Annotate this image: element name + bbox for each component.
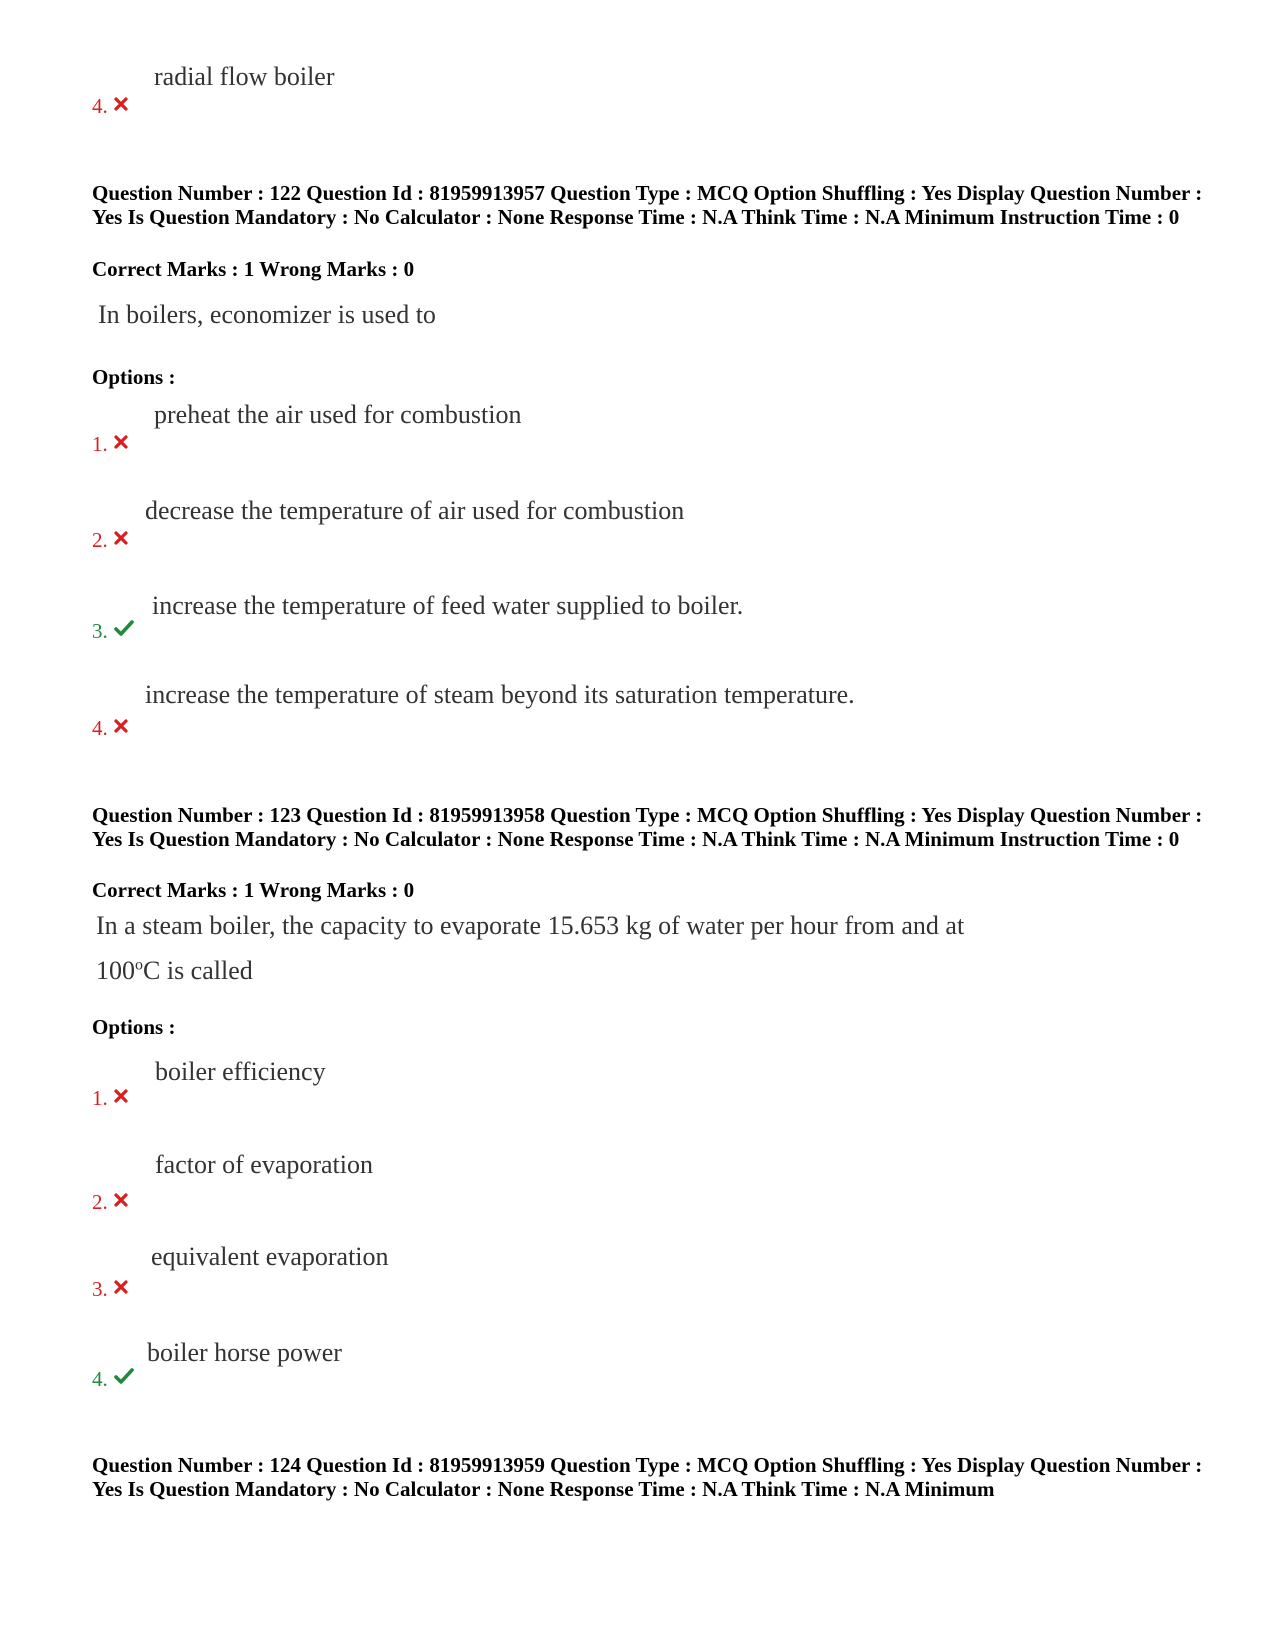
option-text: preheat the air used for combustion xyxy=(154,400,522,429)
cross-icon xyxy=(114,526,128,551)
check-icon xyxy=(114,1365,134,1390)
option-text: boiler efficiency xyxy=(155,1057,326,1086)
option-number: 3. xyxy=(92,617,134,644)
option-text: increase the temperature of feed water supplied to boiler. xyxy=(152,591,744,620)
cross-icon xyxy=(114,430,128,455)
option-number: 4. xyxy=(92,714,128,741)
option-number: 2. xyxy=(92,1188,128,1215)
option-text: factor of evaporation xyxy=(155,1150,374,1179)
cross-icon xyxy=(114,1188,128,1213)
question-marks: Correct Marks : 1 Wrong Marks : 0 xyxy=(92,878,415,902)
question-text: In boilers, economizer is used to xyxy=(98,300,436,329)
options-label: Options : xyxy=(92,1015,176,1039)
option-number: 1. xyxy=(92,430,128,457)
option-number: 3. xyxy=(92,1275,128,1302)
cross-icon xyxy=(114,1275,128,1300)
option-number: 4. xyxy=(92,1365,134,1392)
options-label: Options : xyxy=(92,365,176,389)
option-text: boiler horse power xyxy=(147,1338,342,1367)
question-meta: Question Number : 124 Question Id : 81959913959 Question Type : MCQ Option Shuffling : Yes Display Question Number : Yes Is Question Mandatory : No Calculator : None Response Time : N.A Think Time : N.A Minimum xyxy=(92,1453,1203,1501)
check-icon xyxy=(114,617,134,642)
option-number: 4. xyxy=(92,92,128,119)
question-text: In a steam boiler, the capacity to evaporate 15.653 kg of water per hour from and at xyxy=(96,911,965,940)
cross-icon xyxy=(114,1084,128,1109)
option-text: equivalent evaporation xyxy=(151,1242,389,1271)
option-text: radial flow boiler xyxy=(154,62,335,91)
question-text-line2: 100$^o$C is called xyxy=(96,956,253,985)
question-meta: Question Number : 123 Question Id : 81959913958 Question Type : MCQ Option Shuffling : Yes Display Question Number : Yes Is Question Mandatory : No Calculator : None Response Time : N.A Think Time : N.A Minimum Instruction Time : 0 xyxy=(92,803,1203,851)
question-marks: Correct Marks : 1 Wrong Marks : 0 xyxy=(92,257,415,281)
option-text: increase the temperature of steam beyond its saturation temperature. xyxy=(145,680,855,709)
option-number: 1. xyxy=(92,1084,128,1111)
cross-icon xyxy=(114,92,128,117)
question-meta: Question Number : 122 Question Id : 81959913957 Question Type : MCQ Option Shuffling : Yes Display Question Number : Yes Is Question Mandatory : No Calculator : None Response Time : N.A Think Time : N.A Minimum Instruction Time : 0 xyxy=(92,181,1203,229)
cross-icon xyxy=(114,714,128,739)
option-number: 2. xyxy=(92,526,128,553)
option-text: decrease the temperature of air used for combustion xyxy=(145,496,685,525)
